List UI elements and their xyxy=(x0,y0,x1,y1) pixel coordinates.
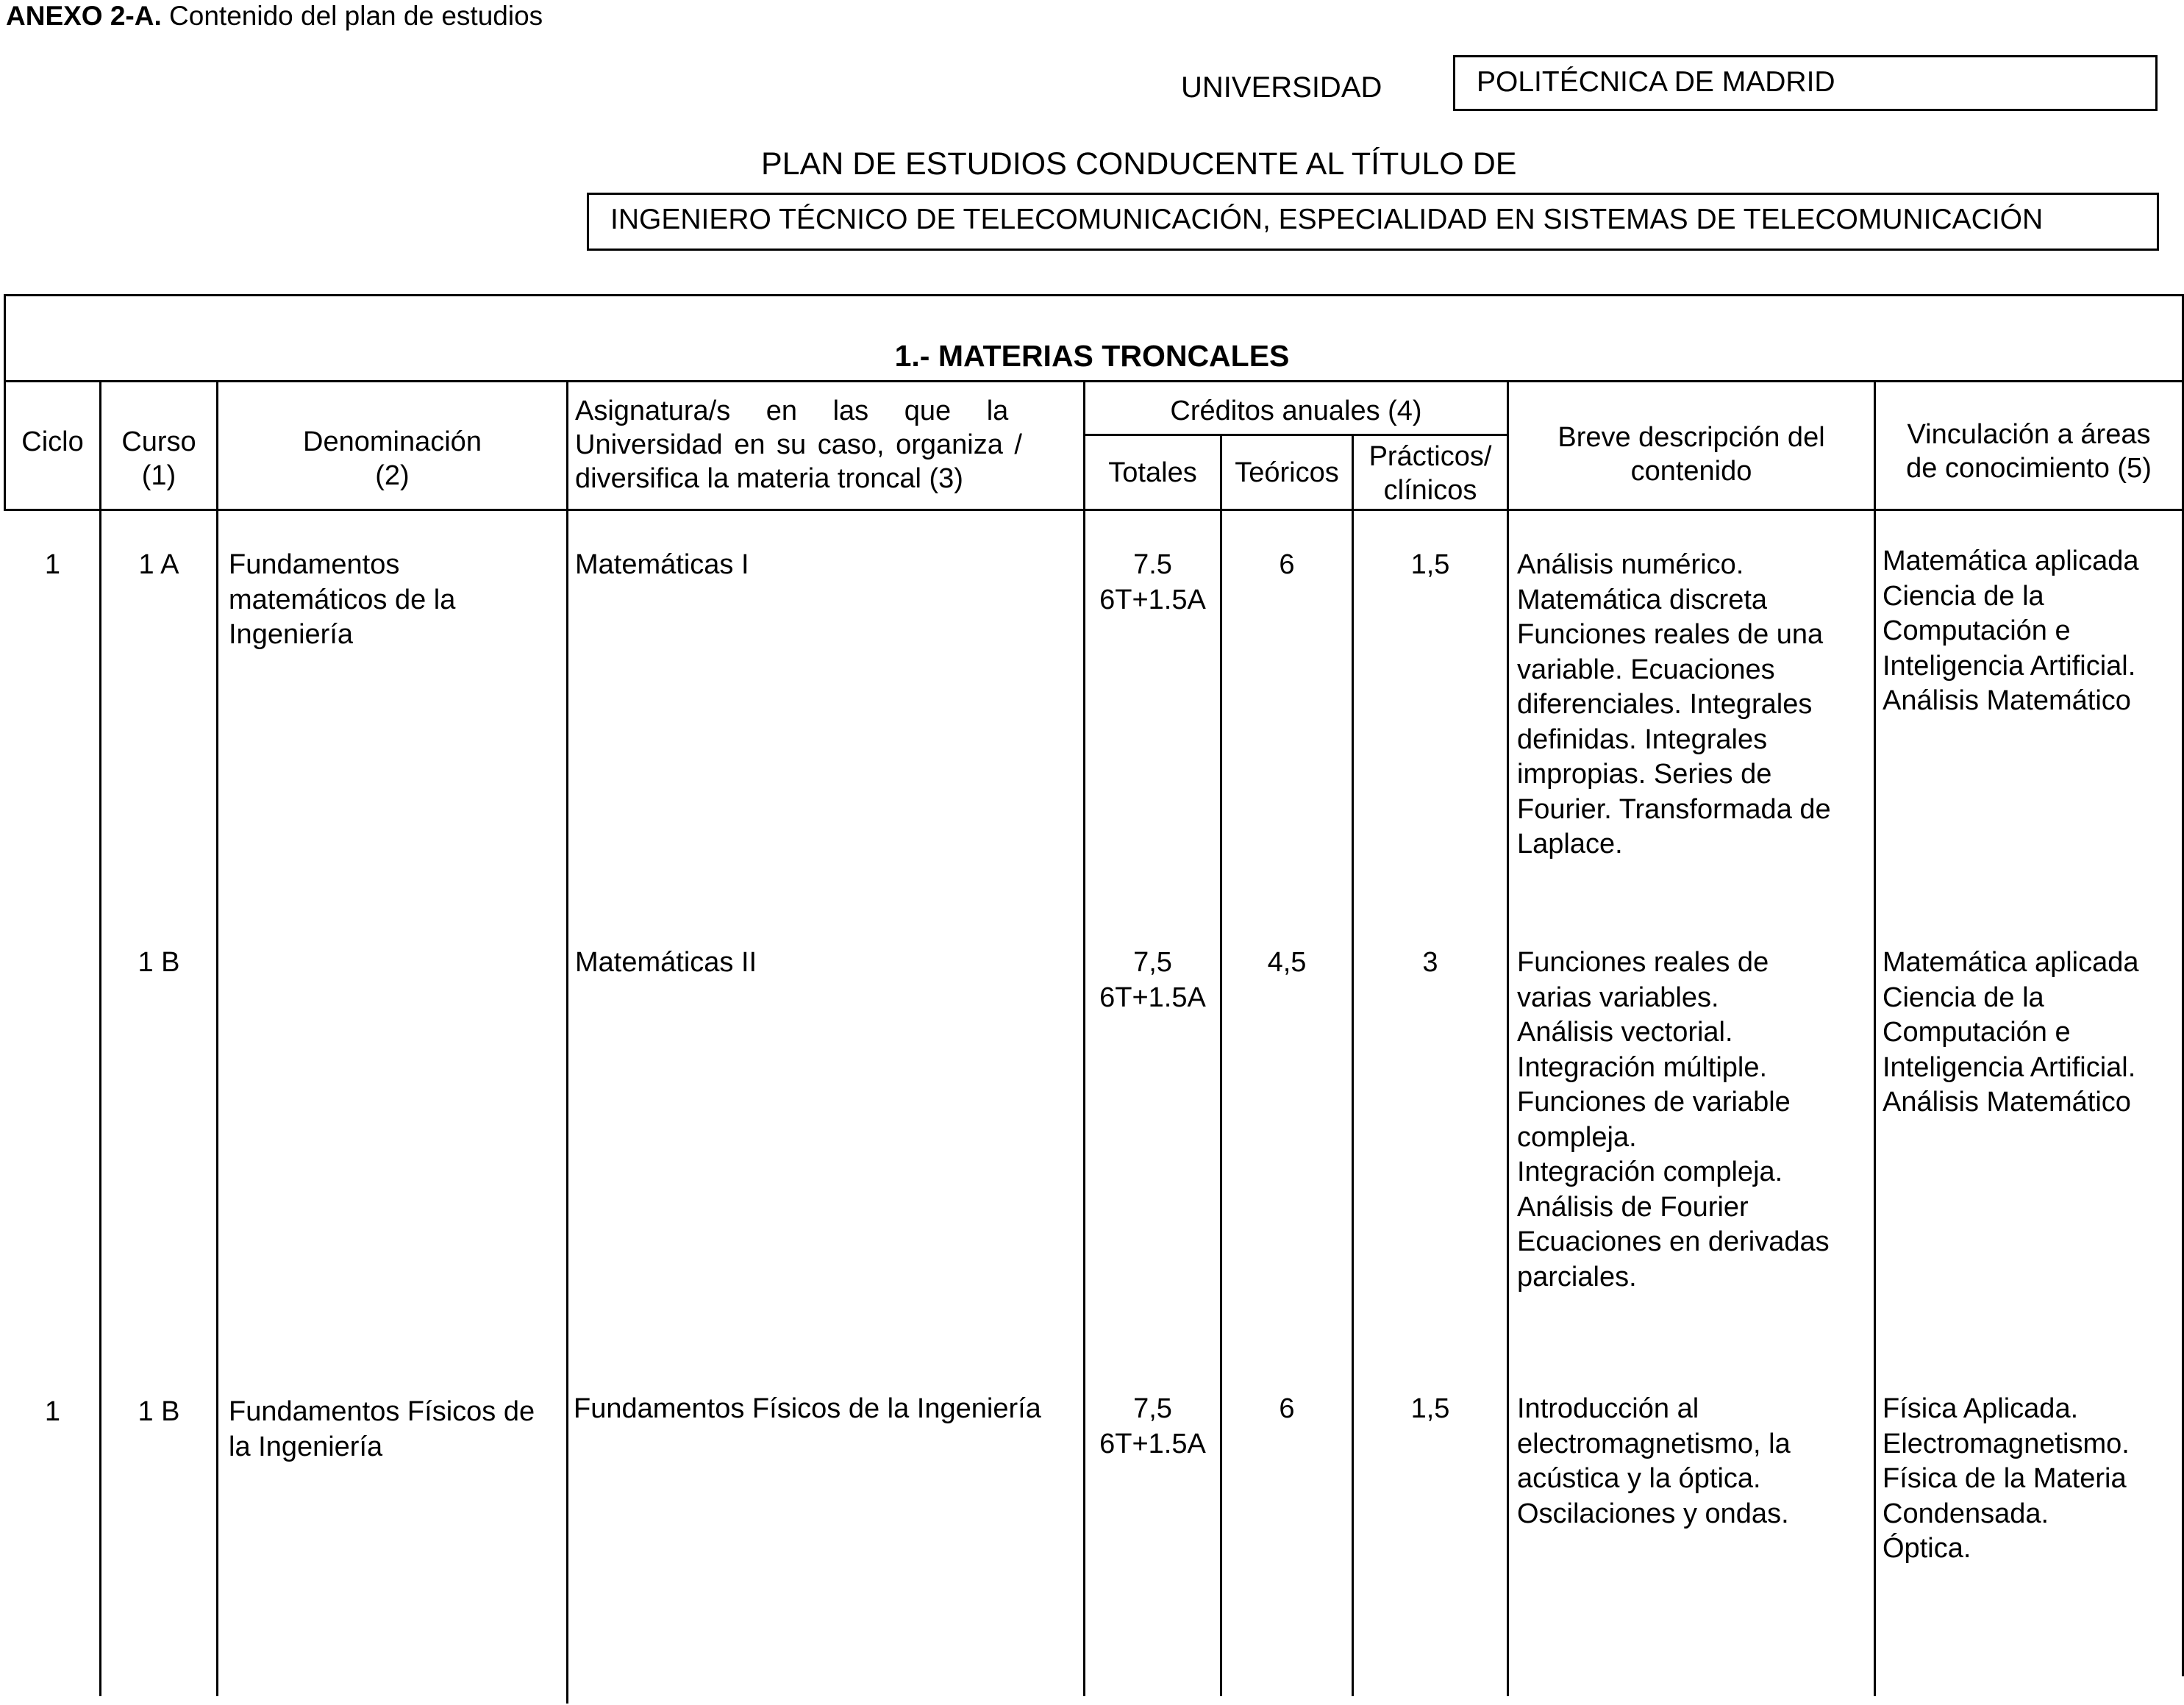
header-teoricos: Teóricos xyxy=(1235,457,1339,488)
header-creditos: Créditos anuales (4) xyxy=(1170,396,1422,426)
cell-asignatura: Fundamentos Físicos de la Ingeniería xyxy=(574,1393,1041,1424)
cell-totales xyxy=(1085,548,1220,618)
cell-descripcion-line: Introducción al xyxy=(1517,1393,1699,1424)
cell-curso: 1 B xyxy=(138,1396,180,1427)
header-asig-l2: Universidad en su caso, organiza / xyxy=(575,429,1022,460)
col-line-5 xyxy=(1220,434,1222,1696)
header-asig-l1 xyxy=(575,394,1077,428)
cell-areas xyxy=(1883,946,2180,1120)
cell-areas-line: Electromagnetismo. xyxy=(1883,1428,2130,1459)
header-ciclo: Ciclo xyxy=(21,426,84,457)
cell-descripcion-line: Integración múltiple. xyxy=(1517,1051,1768,1083)
cell-descripcion-line: Fourier. Transformada de xyxy=(1517,793,1831,825)
cell-descripcion xyxy=(1517,548,1871,862)
cell-descripcion-line: varias variables. xyxy=(1517,982,1719,1013)
header-bottom-border xyxy=(4,509,2184,511)
cell-ciclo: 1 xyxy=(44,1396,61,1427)
cell-areas-line: Matemática aplicada xyxy=(1883,546,2139,576)
cell-descripcion-line: Laplace. xyxy=(1517,829,1623,859)
annex-label: ANEXO 2-A. xyxy=(6,1,162,31)
cell-descripcion-line: Oscilaciones y ondas. xyxy=(1517,1498,1789,1529)
cell-descripcion-line: definidas. Integrales xyxy=(1517,723,1768,755)
cell-areas-line: Ciencia de la xyxy=(1883,982,2044,1013)
cell-descripcion-line: compleja. xyxy=(1517,1121,1637,1153)
header-curso-l1: Curso xyxy=(121,426,196,457)
cell-areas xyxy=(1883,1392,2180,1567)
cell-descripcion-line: Funciones reales de una xyxy=(1517,619,1824,650)
header-totales: Totales xyxy=(1108,457,1197,488)
header-breve-l2: contenido xyxy=(1630,456,1752,487)
annex-text: Contenido del plan de estudios xyxy=(161,1,543,31)
col-line-2 xyxy=(216,380,218,1696)
cell-descripcion-line: Análisis vectorial. xyxy=(1517,1017,1733,1048)
cell-denominacion-line: Fundamentos xyxy=(229,549,400,580)
section-title: 1.- MATERIAS TRONCALES xyxy=(894,339,1290,373)
header-vinc-l2: de conocimiento (5) xyxy=(1906,453,2152,484)
cell-totales-detail: 6T+1.5A xyxy=(1099,1428,1206,1459)
cell-totales-value: 7,5 xyxy=(1133,1393,1172,1424)
header-practicos xyxy=(1354,440,1507,507)
header-asig-l1-text: Asignatura/s en las que la xyxy=(575,396,1009,426)
cell-areas-line: Inteligencia Artificial. xyxy=(1883,1051,2136,1083)
cell-descripcion-line: Análisis de Fourier xyxy=(1517,1191,1749,1223)
cell-areas-line: Condensada. xyxy=(1883,1498,2049,1529)
header-asig-l3: diversifica la materia troncal (3) xyxy=(575,463,963,494)
cell-teoricos: 6 xyxy=(1279,1393,1295,1424)
cell-teoricos: 4,5 xyxy=(1267,947,1307,978)
cell-descripcion-line: Matemática discreta xyxy=(1517,584,1768,615)
header-vinc-l1: Vinculación a áreas xyxy=(1907,419,2151,450)
cell-denominacion-line: la Ingeniería xyxy=(229,1431,383,1462)
header-curso-l2: (1) xyxy=(141,460,176,491)
cell-descripcion xyxy=(1517,1392,1871,1531)
cell-denominacion xyxy=(229,548,566,653)
cell-descripcion-line: Integración compleja. xyxy=(1517,1157,1783,1187)
cell-descripcion-line: Análisis numérico. xyxy=(1517,549,1744,580)
plan-label: PLAN DE ESTUDIOS CONDUCENTE AL TÍTULO DE xyxy=(761,146,1517,182)
cell-denominacion xyxy=(229,1395,566,1465)
cell-totales-detail: 6T+1.5A xyxy=(1099,982,1206,1013)
cell-ciclo: 1 xyxy=(44,549,61,580)
header-breve xyxy=(1509,421,1874,488)
cell-areas-line: Computación e xyxy=(1883,1017,2071,1048)
cell-descripcion-line: Ecuaciones en derivadas xyxy=(1517,1226,1830,1257)
col-line-6 xyxy=(1352,434,1354,1696)
header-asignatura xyxy=(575,394,1077,496)
cell-totales-value: 7.5 xyxy=(1133,549,1172,580)
table-top-border xyxy=(4,294,2184,296)
header-denominacion xyxy=(218,425,566,493)
cell-areas-line: Matemática aplicada xyxy=(1883,947,2139,978)
cell-curso: 1 B xyxy=(138,947,180,978)
cell-teoricos: 6 xyxy=(1279,549,1295,580)
cell-denominacion-line: Fundamentos Físicos de xyxy=(229,1396,535,1427)
cell-areas-line: Computación e xyxy=(1883,615,2071,646)
cell-denominacion-line: Ingeniería xyxy=(229,619,354,650)
header-denom-l1: Denominación xyxy=(303,426,482,457)
cell-descripcion-line: variable. Ecuaciones xyxy=(1517,654,1775,685)
header-denom-l2: (2) xyxy=(375,460,410,491)
header-vinculacion xyxy=(1876,418,2182,485)
cell-areas-line: Ciencia de la xyxy=(1883,580,2044,612)
cell-denominacion-line: matemáticos de la xyxy=(229,584,456,615)
col-line-7 xyxy=(1507,380,1509,1696)
header-practicos-l2: clínicos xyxy=(1383,475,1477,506)
cell-descripcion-line: electromagnetismo, la xyxy=(1517,1428,1791,1459)
section-title-divider xyxy=(4,380,2184,382)
cell-areas-line: Análisis Matemático xyxy=(1883,1087,2131,1118)
cell-areas-line: Física de la Materia xyxy=(1883,1463,2127,1494)
header-breve-l1: Breve descripción del xyxy=(1557,422,1825,453)
cell-asignatura: Matemáticas I xyxy=(575,549,749,580)
university-value: POLITÉCNICA DE MADRID xyxy=(1477,66,1835,98)
cell-areas xyxy=(1883,544,2180,719)
cell-asignatura: Matemáticas II xyxy=(575,947,757,978)
cell-practicos: 1,5 xyxy=(1410,549,1450,580)
cell-curso: 1 A xyxy=(138,549,179,580)
cell-totales xyxy=(1085,946,1220,1015)
cell-descripcion-line: Funciones reales de xyxy=(1517,947,1769,978)
cell-descripcion-line: parciales. xyxy=(1517,1261,1637,1293)
degree-title: INGENIERO TÉCNICO DE TELECOMUNICACIÓN, ESPECIALIDAD EN SISTEMAS DE TELECOMUNICACIÓN xyxy=(610,204,2044,235)
annex-heading xyxy=(6,0,543,32)
university-label: UNIVERSIDAD xyxy=(1181,71,1382,104)
cell-descripcion-line: impropias. Series de xyxy=(1517,759,1772,790)
cell-descripcion-line: acústica y la óptica. xyxy=(1517,1463,1761,1494)
header-curso xyxy=(101,425,216,493)
header-practicos-l1: Prácticos/ xyxy=(1368,441,1492,472)
cell-areas-line: Física Aplicada. xyxy=(1883,1393,2079,1424)
col-line-3 xyxy=(566,380,568,1704)
cell-areas-line: Análisis Matemático xyxy=(1883,685,2131,716)
cell-areas-line: Inteligencia Artificial. xyxy=(1883,650,2136,682)
cell-practicos: 3 xyxy=(1422,947,1438,978)
cell-descripcion-line: diferenciales. Integrales xyxy=(1517,689,1813,720)
cell-areas-line: Óptica. xyxy=(1883,1533,1971,1564)
cell-totales xyxy=(1085,1392,1220,1462)
cell-practicos: 1,5 xyxy=(1410,1393,1450,1424)
cell-descripcion-line: Funciones de variable xyxy=(1517,1087,1791,1118)
col-line-8 xyxy=(1874,380,1876,1696)
cell-totales-detail: 6T+1.5A xyxy=(1099,584,1206,615)
creditos-divider xyxy=(1083,434,1507,436)
cell-descripcion xyxy=(1517,946,1871,1295)
cell-totales-value: 7,5 xyxy=(1133,947,1172,978)
